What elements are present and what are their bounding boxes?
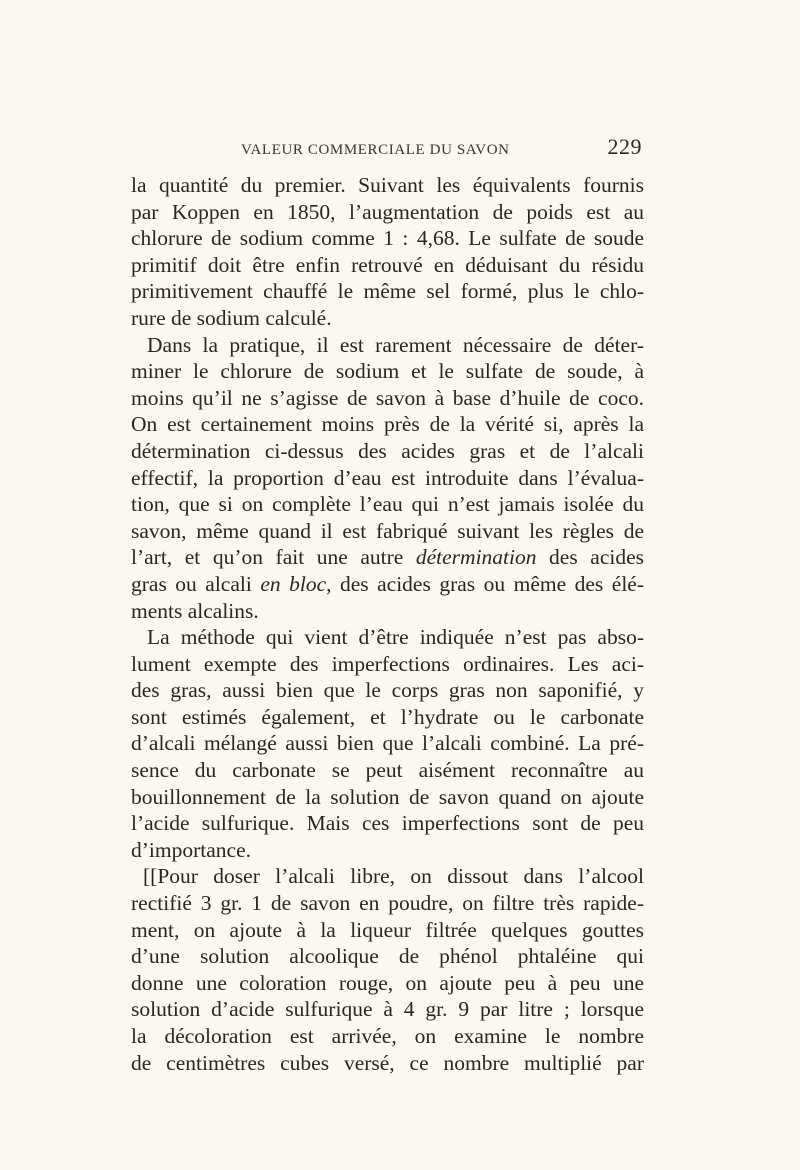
text-line: rectifié 3 gr. 1 de savon en poudre, on filtre très rapide-	[131, 891, 644, 916]
text-line: miner le chlorure de sodium et le sulfate de soude, à	[131, 359, 644, 384]
text-line: chlorure de sodium comme 1 : 4,68. Le sulfate de soude	[131, 226, 644, 251]
text-line: détermination ci-dessus des acides gras et de l’alcali	[131, 438, 644, 463]
text-line: rure de sodium calculé.	[131, 305, 332, 330]
text-line: moins qu’il ne s’agisse de savon à base d’huile de coco.	[131, 385, 644, 410]
running-title: VALEUR COMMERCIALE DU SAVON	[241, 142, 510, 158]
text-line: des gras, aussi bien que le corps gras non saponifié, y	[131, 678, 644, 703]
text-line: l’acide sulfurique. Mais ces imperfections sont de peu	[131, 811, 644, 836]
text-run: l’art, et qu’on fait une autre	[131, 545, 416, 570]
page-number: 229	[607, 134, 642, 159]
paragraph-start-line: La méthode qui vient d’être indiquée n’est pas abso-	[147, 625, 644, 650]
text-line-with-italic	[131, 571, 644, 598]
text-line: d’alcali mélangé aussi bien que l’alcali combiné. La pré-	[131, 731, 644, 756]
text-line-with-italic	[131, 544, 644, 571]
text-line: effectif, la proportion d’eau est introduite dans l’évalua-	[131, 465, 644, 490]
text-line: d’une solution alcoolique de phénol phtaléine qui	[131, 944, 644, 969]
text-line: de centimètres cubes versé, ce nombre multiplié par	[131, 1050, 644, 1075]
text-line: d’importance.	[131, 837, 251, 862]
text-line: tion, que si on complète l’eau qui n’est jamais isolée du	[131, 492, 644, 517]
text-line: savon, même quand il est fabriqué suivant les règles de	[131, 518, 644, 543]
text-run: , des acides gras ou même des élé-	[326, 571, 644, 596]
text-line: primitif doit être enfin retrouvé en déduisant du résidu	[131, 252, 644, 277]
text-line: donne une coloration rouge, on ajoute peu à peu une	[131, 970, 644, 995]
text-line: par Koppen en 1850, l’augmentation de poids est au	[131, 199, 644, 224]
text-run: gras ou alcali	[131, 571, 261, 596]
text-line: sence du carbonate se peut aisément reconnaître au	[131, 758, 644, 783]
text-line: la décoloration est arrivée, on examine le nombre	[131, 1024, 644, 1048]
text-line: sont estimés également, et l’hydrate ou le carbonate	[131, 704, 644, 729]
text-line: primitivement chauffé le même sel formé, plus le chlo-	[131, 279, 644, 304]
text-line: ment, on ajoute à la liqueur filtrée quelques gouttes	[131, 917, 644, 942]
italic-term: en bloc	[260, 571, 327, 596]
italic-term: détermination	[415, 545, 537, 570]
paragraph-start-line: [[Pour doser l’alcali libre, on dissout dans l’alcool	[143, 864, 644, 889]
text-line: la quantité du premier. Suivant les équivalents fournis	[131, 173, 644, 197]
text-run: des acides	[536, 545, 644, 570]
text-line: solution d’acide sulfurique à 4 gr. 9 par litre ; lorsque	[131, 997, 644, 1022]
text-line: bouillonnement de la solution de savon quand on ajoute	[131, 784, 644, 809]
text-line: lument exempte des imperfections ordinaires. Les aci-	[131, 651, 644, 676]
body-text	[131, 172, 644, 1076]
paragraph-start-line: Dans la pratique, il est rarement nécessaire de déter-	[147, 332, 644, 357]
text-line: On est certainement moins près de la vérité si, après la	[131, 412, 644, 437]
running-header	[131, 136, 642, 164]
text-line: ments alcalins.	[131, 598, 259, 623]
